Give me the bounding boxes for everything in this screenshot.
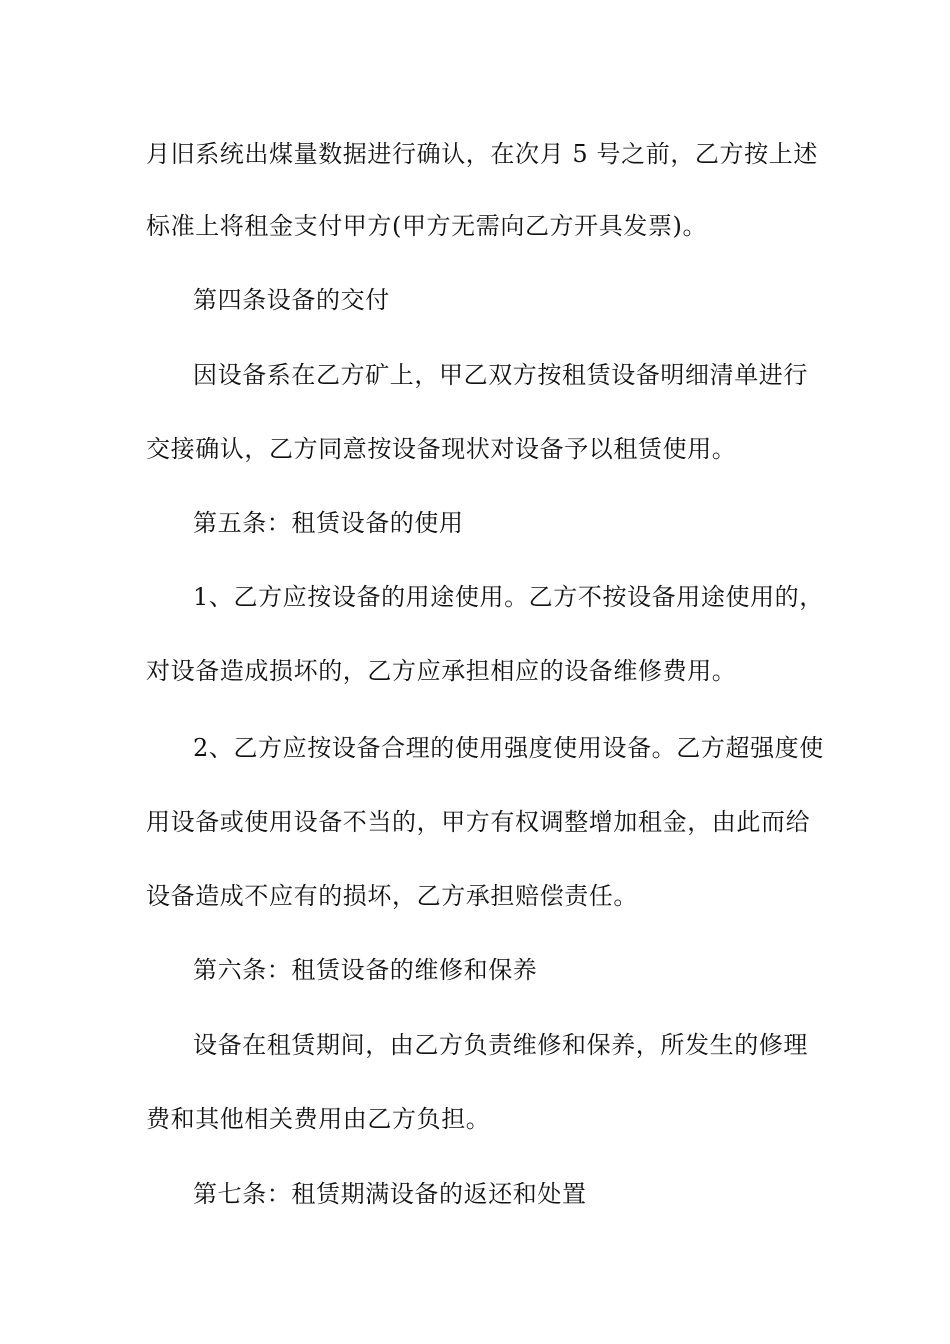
section-heading: 第四条设备的交付 — [193, 286, 390, 314]
section-heading: 第六条：租赁设备的维修和保养 — [193, 956, 538, 984]
text-line: 标准上将租金支付甲方(甲方无需向乙方开具发票)。 — [146, 212, 708, 240]
text-line: 对设备造成损坏的，乙方应承担相应的设备维修费用。 — [146, 657, 737, 685]
section-heading: 第七条：租赁期满设备的返还和处置 — [193, 1180, 587, 1208]
text-line: 用设备或使用设备不当的，甲方有权调整增加租金，由此而给 — [146, 808, 811, 836]
text-line: 设备造成不应有的损坏，乙方承担赔偿责任。 — [146, 882, 638, 910]
text-line: 设备在租赁期间，由乙方负责维修和保养，所发生的修理 — [193, 1031, 808, 1059]
text-line: 因设备系在乙方矿上，甲乙双方按租赁设备明细清单进行 — [193, 361, 808, 389]
text-line: 1、乙方应按设备的用途使用。乙方不按设备用途使用的， — [193, 583, 824, 611]
text-line: 交接确认，乙方同意按设备现状对设备予以租赁使用。 — [146, 435, 737, 463]
text-line: 月旧系统出煤量数据进行确认，在次月 5 号之前，乙方按上述 — [146, 140, 818, 168]
text-line: 2、乙方应按设备合理的使用强度使用设备。乙方超强度使 — [193, 734, 824, 762]
section-heading: 第五条：租赁设备的使用 — [193, 509, 464, 537]
text-line: 费和其他相关费用由乙方负担。 — [146, 1105, 491, 1133]
